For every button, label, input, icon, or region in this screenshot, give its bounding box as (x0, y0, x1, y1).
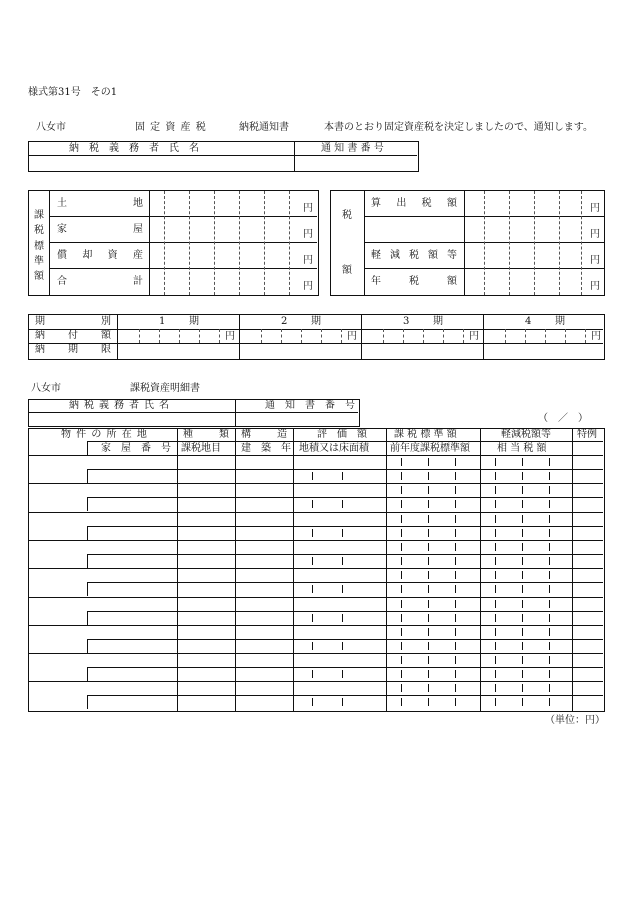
tax-base-tick (401, 642, 402, 650)
reduction-tick (522, 500, 523, 508)
tax-base-tick (428, 515, 429, 523)
notice-statement: 本書のとおり固定資産税を決定しましたので、通知します。 (324, 122, 593, 133)
row-depreciable-label: 償 却 資 産 (57, 250, 143, 261)
detail-city-name: 八女市 (31, 383, 61, 394)
tax-base-tick (455, 614, 456, 622)
tax-base-tick (455, 458, 456, 466)
tax-base-tick (428, 600, 429, 608)
yen-unit: 円 (590, 255, 600, 266)
tax-side-char-2: 額 (342, 265, 352, 276)
reduction-tick (549, 670, 550, 678)
reduction-tick (549, 571, 550, 579)
reduction-tick (549, 529, 550, 537)
reduction-tick (522, 529, 523, 537)
notice-no-field[interactable] (298, 158, 414, 169)
area-tick (312, 614, 313, 622)
reduction-tick (522, 656, 523, 664)
reduction-tick (549, 486, 550, 494)
tax-base-tick (401, 515, 402, 523)
reduction-tick (522, 472, 523, 480)
house-no-divider (87, 526, 88, 540)
reduction-tick (522, 515, 523, 523)
yen-unit: 円 (303, 203, 313, 214)
area-tick (342, 614, 343, 622)
installment-table (28, 314, 605, 360)
period-1-label: 1 期 (159, 316, 199, 327)
reduction-tick (522, 670, 523, 678)
area-tick (312, 500, 313, 508)
reduction-tick (495, 472, 496, 480)
row-total-label: 合 計 (57, 276, 143, 287)
tax-base-side-char: 税 (34, 225, 44, 237)
taxpayer-name-field[interactable] (33, 158, 291, 169)
house-no-divider (87, 695, 88, 709)
yen-unit: 円 (590, 229, 600, 240)
area-tick (342, 557, 343, 565)
notice-no-label: 通 知 書 番 号 (321, 143, 384, 154)
row-land-label: 土 地 (57, 198, 143, 209)
taxpayer-label: 納 税 義 務 者 氏 名 (69, 143, 199, 154)
header-equiv-tax: 相 当 税 額 (497, 443, 547, 454)
tax-base-tick (401, 628, 402, 636)
reduction-tick (495, 500, 496, 508)
area-tick (342, 500, 343, 508)
tax-base-tick (455, 600, 456, 608)
header-type: 種 類 (183, 429, 229, 440)
reduction-tick (549, 543, 550, 551)
row-divider (29, 512, 603, 513)
tax-base-tick (455, 486, 456, 494)
row-mid-divider (87, 667, 603, 668)
header-reduction: 軽減税額等 (501, 429, 551, 440)
reduction-tick (522, 600, 523, 608)
detail-notice-no-label: 通 知 書 番 号 (265, 400, 355, 411)
tax-base-tick (428, 628, 429, 636)
tax-amount-table (330, 190, 605, 296)
tax-base-tick (401, 698, 402, 706)
tax-base-tick (455, 472, 456, 480)
area-tick (312, 698, 313, 706)
period-2-label: 2 期 (281, 316, 321, 327)
reduction-tick (522, 543, 523, 551)
yen-unit: 円 (591, 331, 601, 342)
area-tick (312, 472, 313, 480)
reduction-tick (495, 529, 496, 537)
row-divider (29, 625, 603, 626)
row-divider (29, 568, 603, 569)
form-number: 様式第31号 その1 (28, 87, 118, 98)
reduction-tick (495, 614, 496, 622)
tax-base-tick (455, 543, 456, 551)
reduction-tick (495, 557, 496, 565)
period-3-label: 3 期 (403, 316, 443, 327)
reduction-tick (522, 628, 523, 636)
header-valuation: 評 価 額 (317, 429, 367, 440)
reduction-tick (495, 543, 496, 551)
detail-table (28, 428, 605, 712)
reduction-tick (522, 614, 523, 622)
reduction-tick (549, 585, 550, 593)
reduction-tick (495, 642, 496, 650)
header-special: 特例 (577, 429, 597, 440)
tax-base-tick (455, 585, 456, 593)
yen-unit: 円 (347, 331, 357, 342)
row-divider (29, 540, 603, 541)
detail-taxpayer-label: 納税義務者氏名 (69, 400, 174, 411)
reduction-tick (522, 585, 523, 593)
area-tick (342, 472, 343, 480)
row-deadline-label: 納 期 限 (35, 344, 111, 355)
house-no-divider (87, 667, 88, 681)
tax-base-tick (401, 600, 402, 608)
row-mid-divider (87, 469, 603, 470)
tax-base-side-char: 額 (34, 271, 44, 282)
tax-base-side-label (31, 206, 47, 282)
tax-base-tick (401, 656, 402, 664)
area-tick (342, 642, 343, 650)
tax-base-tick (401, 585, 402, 593)
yen-unit: 円 (303, 281, 313, 292)
reduction-tick (522, 557, 523, 565)
tax-base-tick (455, 642, 456, 650)
row-annual-tax-label: 年 税 額 (371, 276, 457, 287)
row-divider (29, 681, 603, 682)
tax-base-tick (455, 628, 456, 636)
header-location: 物 件 の 所 在 地 (61, 429, 148, 440)
house-no-divider (87, 497, 88, 511)
detail-title: 課税資産明細書 (130, 383, 200, 394)
reduction-tick (549, 628, 550, 636)
yen-unit: 円 (590, 203, 600, 214)
tax-base-tick (428, 571, 429, 579)
row-mid-divider (87, 611, 603, 612)
tax-base-tick (401, 500, 402, 508)
tax-base-tick (428, 529, 429, 537)
row-calc-tax-label: 算 出 税 額 (371, 198, 457, 209)
tax-base-tick (428, 684, 429, 692)
city-name: 八女市 (36, 122, 66, 133)
reduction-tick (495, 656, 496, 664)
area-tick (312, 557, 313, 565)
tax-base-tick (428, 698, 429, 706)
row-mid-divider (87, 554, 603, 555)
reduction-tick (495, 515, 496, 523)
area-tick (342, 698, 343, 706)
row-payment-label: 納 付 額 (35, 330, 111, 341)
tax-base-tick (401, 486, 402, 494)
tax-base-tick (428, 656, 429, 664)
reduction-tick (549, 515, 550, 523)
reduction-tick (549, 684, 550, 692)
period-4-label: 4 期 (525, 316, 565, 327)
reduction-tick (549, 472, 550, 480)
reduction-tick (549, 557, 550, 565)
header-prev-tax-base: 前年度課税標準額 (390, 443, 470, 454)
tax-base-tick (428, 500, 429, 508)
yen-unit: 円 (303, 229, 313, 240)
reduction-tick (522, 571, 523, 579)
tax-base-tick (401, 684, 402, 692)
tax-base-tick (455, 500, 456, 508)
tax-base-tick (428, 670, 429, 678)
tax-base-tick (401, 458, 402, 466)
tax-base-tick (428, 585, 429, 593)
row-mid-divider (87, 497, 603, 498)
tax-base-tick (455, 529, 456, 537)
reduction-tick (549, 614, 550, 622)
tax-base-tick (401, 543, 402, 551)
reduction-tick (549, 642, 550, 650)
reduction-tick (522, 458, 523, 466)
area-tick (312, 585, 313, 593)
row-reduction-label: 軽 減 税 額 等 (371, 250, 457, 261)
tax-base-tick (401, 614, 402, 622)
notice-title-tax: 固 定 資 産 税 (135, 122, 207, 133)
tax-base-side-char: 準 (34, 255, 44, 267)
reduction-tick (522, 684, 523, 692)
yen-unit: 円 (225, 331, 235, 342)
reduction-tick (495, 486, 496, 494)
tax-base-tick (455, 557, 456, 565)
yen-unit: 円 (469, 331, 479, 342)
reduction-tick (495, 670, 496, 678)
tax-base-tick (401, 571, 402, 579)
header-structure: 構 造 (241, 429, 287, 440)
header-house-no: 家 屋 番 号 (101, 443, 171, 454)
reduction-tick (495, 458, 496, 466)
taxpayer-box (28, 141, 419, 172)
row-house-label: 家 屋 (57, 224, 143, 235)
tax-base-tick (401, 472, 402, 480)
tax-base-tick (428, 472, 429, 480)
header-area: 地積又は床面積 (299, 443, 369, 454)
detail-taxpayer-box (28, 399, 360, 427)
page-indicator: （ ／ ） (538, 413, 588, 424)
row-mid-divider (87, 639, 603, 640)
tax-side-char-1: 税 (342, 210, 352, 221)
house-no-divider (87, 554, 88, 568)
reduction-tick (549, 656, 550, 664)
area-tick (312, 529, 313, 537)
tax-base-tick (401, 670, 402, 678)
reduction-tick (549, 600, 550, 608)
detail-taxpayer-field[interactable] (33, 414, 231, 424)
area-tick (342, 670, 343, 678)
row-mid-divider (87, 582, 603, 583)
tax-base-tick (428, 557, 429, 565)
header-tax-base: 課 税 標 準 額 (394, 429, 457, 440)
reduction-tick (549, 458, 550, 466)
area-tick (342, 585, 343, 593)
area-tick (312, 670, 313, 678)
tax-base-side-char: 標 (34, 240, 44, 252)
house-no-divider (87, 639, 88, 653)
row-mid-divider (87, 695, 603, 696)
reduction-tick (522, 698, 523, 706)
notice-title-doc: 納税通知書 (239, 122, 289, 133)
row-divider (29, 597, 603, 598)
unit-note: （単位：円） (545, 715, 605, 726)
reduction-tick (549, 698, 550, 706)
header-land-category: 課税地目 (181, 443, 221, 454)
reduction-tick (495, 698, 496, 706)
row-mid-divider (87, 526, 603, 527)
tax-base-table (28, 190, 319, 296)
reduction-tick (495, 684, 496, 692)
yen-unit: 円 (590, 281, 600, 292)
reduction-tick (495, 571, 496, 579)
reduction-tick (549, 500, 550, 508)
house-no-divider (87, 611, 88, 625)
area-tick (342, 529, 343, 537)
reduction-tick (495, 585, 496, 593)
house-no-divider (87, 469, 88, 483)
tax-base-tick (428, 486, 429, 494)
tax-base-tick (401, 529, 402, 537)
tax-base-side-char: 課 (34, 210, 44, 221)
tax-base-tick (428, 642, 429, 650)
house-no-divider (87, 582, 88, 596)
tax-base-tick (455, 684, 456, 692)
row-divider (29, 653, 603, 654)
header-build-year: 建 築 年 (241, 443, 291, 454)
yen-unit: 円 (303, 255, 313, 266)
row-period-label: 期 別 (35, 316, 111, 327)
reduction-tick (522, 642, 523, 650)
tax-base-tick (455, 670, 456, 678)
tax-base-tick (455, 656, 456, 664)
reduction-tick (522, 486, 523, 494)
tax-base-tick (428, 543, 429, 551)
tax-base-tick (455, 515, 456, 523)
tax-base-tick (401, 557, 402, 565)
reduction-tick (495, 628, 496, 636)
area-tick (312, 642, 313, 650)
tax-base-tick (455, 571, 456, 579)
tax-base-tick (455, 698, 456, 706)
tax-base-tick (428, 458, 429, 466)
row-divider (29, 483, 603, 484)
reduction-tick (495, 600, 496, 608)
tax-base-tick (428, 614, 429, 622)
detail-notice-no-field[interactable] (239, 414, 355, 424)
